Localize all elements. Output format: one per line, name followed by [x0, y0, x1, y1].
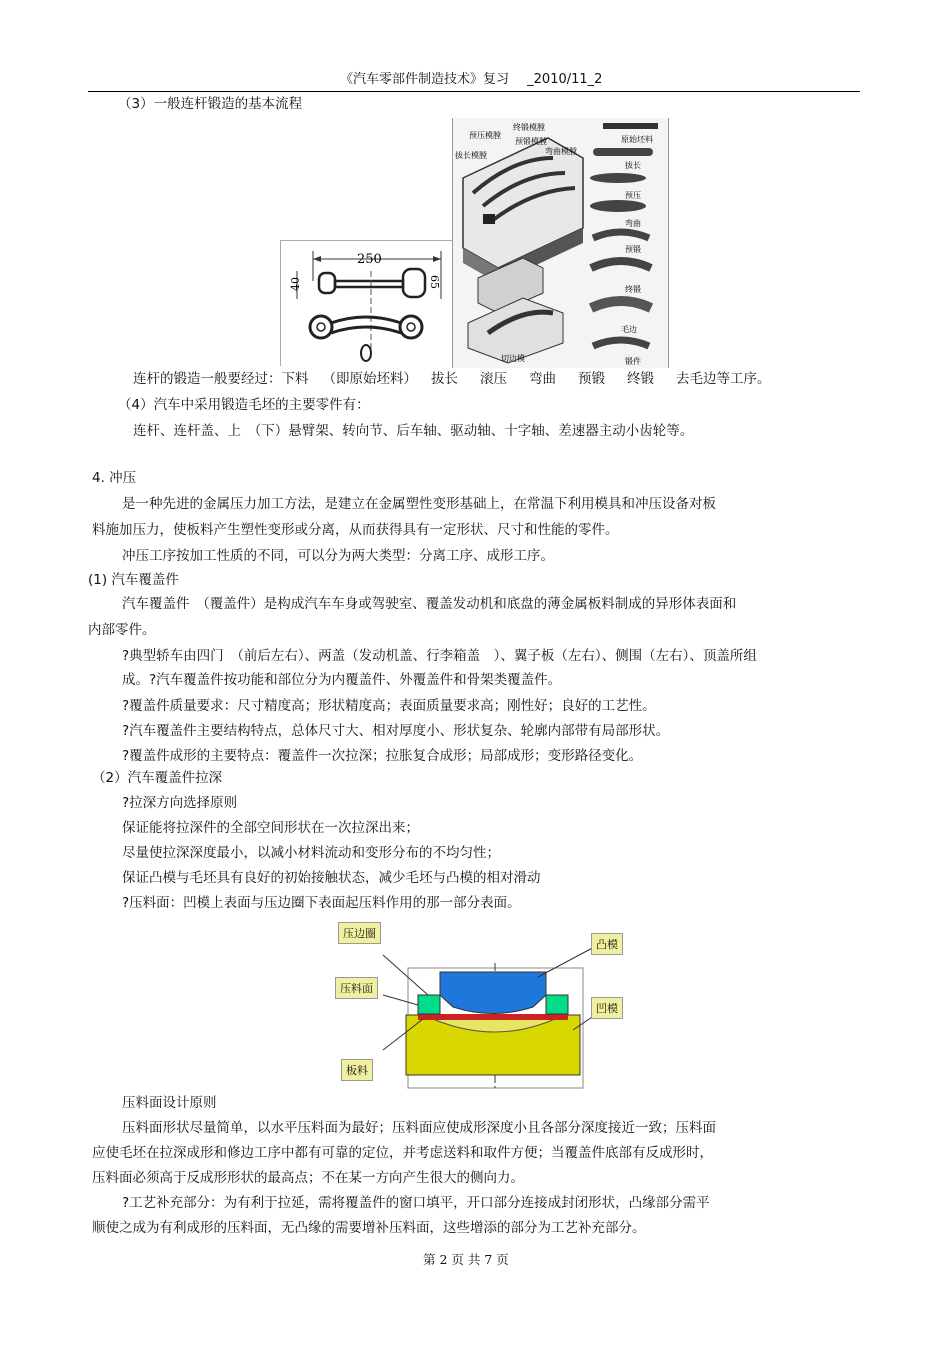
flow-step: 弯曲 — [529, 371, 556, 387]
section4-heading: （4）汽车中采用锻造毛坯的主要零件有： — [118, 397, 370, 413]
label-finish-cavity: 终锻模膛 — [513, 123, 545, 132]
header-date: _2010/11_2 — [527, 72, 603, 87]
sub2-heading: （2）汽车覆盖件拉深 — [92, 770, 223, 786]
stage-bend: 弯曲 — [625, 219, 641, 228]
stage-preforge: 预锻 — [625, 245, 641, 254]
sub1-para-line1: 汽车覆盖件 （覆盖件）是构成汽车车身或驾驶室、覆盖发动机和底盘的薄金属板料制成的异形体表面和 — [122, 596, 737, 612]
label-punch: 凸模 — [591, 933, 623, 955]
bullet-sedan-line1: ?典型轿车由四门 （前后左右）、两盖（发动机盖、行李箱盖 ）、翼子板（左右）、侧围（左右）、顶盖所组 — [122, 648, 757, 664]
punch-shape — [440, 972, 546, 1014]
flow-step: 去毛边等工序。 — [676, 371, 771, 387]
stamping-para1-line2: 料施加压力，使板料产生塑性变形或分离，从而获得具有一定形状、尺寸和性能的零件。 — [92, 522, 619, 538]
label-die: 凹模 — [591, 997, 623, 1019]
addendum-line2: 顺使之成为有利成形的压料面，无凸缘的需要增补压料面，这些增添的部分为工艺补充部分。 — [92, 1220, 646, 1236]
bullet-structure: ?汽车覆盖件主要结构特点，总体尺寸大、相对厚度小、形状复杂、轮廓内部带有局部形状。 — [122, 723, 670, 739]
label-bend-cavity: 弯曲模膛 — [545, 147, 577, 156]
header-title: 《汽车零部件制造技术》复习 — [340, 72, 510, 87]
binder-right — [546, 995, 568, 1014]
dim-65: 65 — [428, 275, 441, 289]
flow-step: 连杆的锻造一般要经过：下料 — [133, 371, 309, 387]
stage-finish: 终锻 — [625, 285, 641, 294]
stage-forging: 锻件 — [625, 357, 641, 366]
stage-press: 预压 — [625, 191, 641, 200]
dim-250: 250 — [357, 252, 382, 267]
dim-40: 40 — [289, 277, 302, 291]
sub1-heading: (1) 汽车覆盖件 — [88, 572, 179, 588]
binder-left — [418, 995, 440, 1014]
binder-design-heading: 压料面设计原则 — [122, 1095, 217, 1111]
bullet-forming: ?覆盖件成形的主要特点：覆盖件一次拉深；拉胀复合成形；局部成形；变形路径变化。 — [122, 748, 643, 764]
flow-step: 终锻 — [627, 371, 654, 387]
stamping-heading: 4. 冲压 — [92, 470, 137, 486]
flow-step: 滚压 — [480, 371, 507, 387]
section3-heading: （3）一般连杆锻造的基本流程 — [118, 96, 303, 112]
forging-flow — [133, 369, 771, 389]
binder-bullet: ?压料面：凹模上表面与压边圈下表面起压料作用的那一部分表面。 — [122, 895, 521, 911]
sheet-shape — [418, 1014, 568, 1020]
stage-flash: 毛边 — [621, 325, 637, 334]
flow-step: （即原始坯料） — [322, 371, 417, 387]
flow-step: 预锻 — [578, 371, 605, 387]
binder-design-line1: 压料面形状尽量简单，以水平压料面为最好；压料面应使成形深度小且各部分深度接近一致；压料面 — [122, 1120, 716, 1136]
label-blank-holder: 压边圈 — [338, 922, 381, 944]
draw-rule-2: 尽量使拉深深度最小，以减小材料流动和变形分布的不均匀性； — [122, 845, 500, 861]
bullet-quality: ?覆盖件质量要求：尺寸精度高；形状精度高；表面质量要求高；刚性好；良好的工艺性。 — [122, 698, 656, 714]
page-header — [340, 68, 602, 87]
addendum-line1: ?工艺补充部分：为有利于拉延，需将覆盖件的窗口填平，开口部分连接成封闭形状，凸缘部分需平 — [122, 1195, 710, 1211]
label-draw-cavity: 拔长模膛 — [455, 151, 487, 160]
stage-raw: 原始坯料 — [621, 135, 653, 144]
draw-rule-1: 保证能将拉深件的全部空间形状在一次拉深出来； — [122, 820, 419, 836]
header-rule — [88, 91, 860, 92]
drawing-die-diagram — [333, 915, 643, 1090]
stamping-para2: 冲压工序按加工性质的不同，可以分为两大类型：分离工序、成形工序。 — [122, 548, 554, 564]
draw-rule-3: 保证凸模与毛坯具有良好的初始接触状态，减少毛坯与凸模的相对滑动 — [122, 870, 541, 886]
stage-draw: 拔长 — [625, 161, 641, 170]
connecting-rod-drawing — [280, 240, 456, 366]
sub1-para-line2: 内部零件。 — [88, 622, 156, 638]
forging-die-photo — [452, 118, 669, 368]
label-preform-cavity: 预压模膛 — [469, 131, 501, 140]
label-trim-die: 切边模 — [501, 354, 525, 363]
label-preforge-cavity: 预锻模膛 — [515, 137, 547, 146]
label-sheet: 板料 — [341, 1059, 373, 1081]
stamping-para1-line1: 是一种先进的金属压力加工方法，是建立在金属塑性变形基础上，在常温下利用模具和冲压设备对板 — [122, 496, 716, 512]
binder-design-line3: 压料面必须高于反成形形状的最高点；不在某一方向产生很大的侧向力。 — [92, 1170, 524, 1186]
bullet-sedan-line2: 成。?汽车覆盖件按功能和部位分为内覆盖件、外覆盖件和骨架类覆盖件。 — [122, 672, 562, 688]
draw-direction-bullet: ?拉深方向选择原则 — [122, 795, 238, 811]
section4-text: 连杆、连杆盖、上 （下）悬臂架、转向节、后车轴、驱动轴、十字轴、差速器主动小齿轮等。 — [133, 423, 694, 439]
page-footer: 第 2 页 共 7 页 — [423, 1252, 509, 1267]
binder-design-line2: 应使毛坯在拉深成形和修边工序中都有可靠的定位，并考虑送料和取件方便；当覆盖件底部有反成形时， — [92, 1145, 713, 1161]
label-binder-surface: 压料面 — [335, 977, 378, 999]
flow-step: 拔长 — [431, 371, 458, 387]
